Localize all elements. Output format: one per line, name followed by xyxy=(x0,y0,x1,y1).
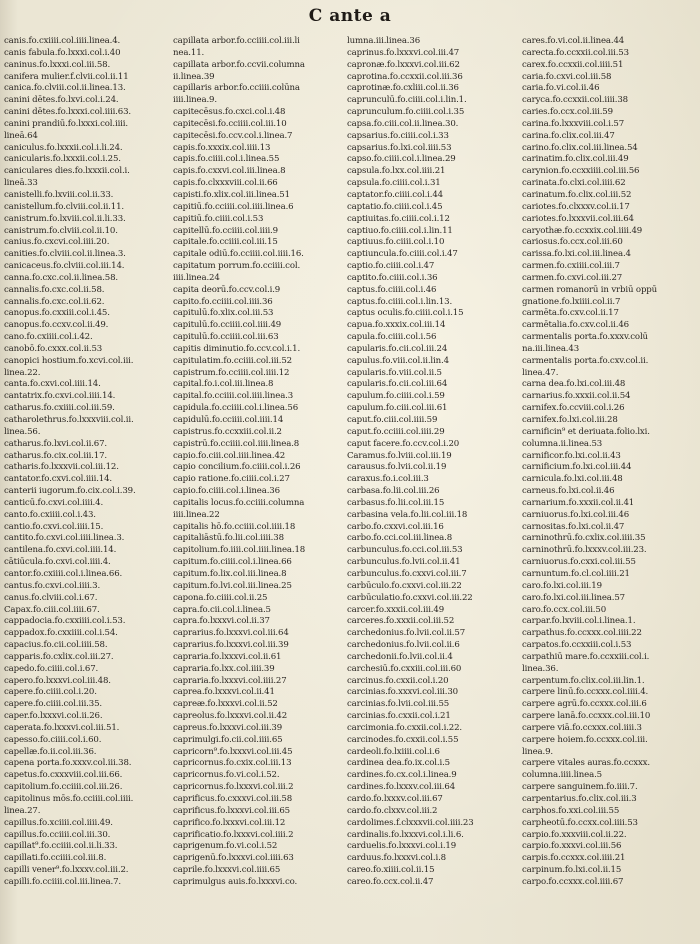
index-entry: capricorn⁹.fo.lxxxvi.col.iii.45 xyxy=(173,746,293,757)
index-entry: capitatum porrum.fo.cciiii.col. xyxy=(173,261,301,272)
index-entry: cardines.fo.cx.col.i.linea.9 xyxy=(347,770,457,781)
index-entry: capulum.fo.ciiii.col.i.59 xyxy=(347,391,445,402)
index-entry: canus.fo.clviii.col.i.67. xyxy=(4,592,98,603)
index-entry: caput facere.fo.ccv.col.i.20 xyxy=(347,438,460,449)
index-entry: catharus.fo.cxiiii.col.iii.59. xyxy=(4,403,115,414)
index-entry: cardo.fo.lxxxv.col.iii.67 xyxy=(347,794,443,804)
index-entry: capularis.fo.cii.col.iii.24 xyxy=(347,343,448,354)
index-entry: lineā.33 xyxy=(4,178,38,189)
index-entry: capital.fo.cciiii.col.iiii.linea.3 xyxy=(173,391,294,402)
index-entry: capularis.fo.cii.col.iii.64 xyxy=(347,379,448,390)
index-entry: capsa.fo.ciii.col.ii.linea.30. xyxy=(347,118,459,129)
index-entry: carphos.fo.xxi.col.iii.55 xyxy=(522,805,620,816)
index-entry: cantator.fo.cxvi.col.iiii.14. xyxy=(4,474,113,485)
index-entry: capitale odiū.fo.cciiii.col.iiii.16. xyxy=(173,249,304,260)
index-entry: caro.fo.ccx.col.iii.50 xyxy=(522,604,607,615)
index-entry: canis fabula.fo.lxxxi.col.i.40 xyxy=(4,47,121,58)
index-entry: linea.9. xyxy=(522,746,553,757)
index-entry: capilli vener⁹.fo.lxxxv.col.iii.2. xyxy=(4,865,129,876)
index-entry: capona.fo.ciiii.col.ii.25 xyxy=(173,592,268,603)
index-columns xyxy=(4,36,698,936)
index-entry: ii.linea.39 xyxy=(173,71,215,82)
index-entry: capua.fo.xxxix.col.iii.14 xyxy=(347,320,446,331)
index-entry: carpere sanguinem.fo.iiii.7. xyxy=(522,782,638,793)
index-entry: carausus.fo.lvii.col.ii.19 xyxy=(347,462,447,473)
index-entry: capio concilium.fo.ciiii.col.i.26 xyxy=(173,462,301,473)
index-entry: carninothrū.fo.cxlix.col.iiii.35 xyxy=(522,533,646,544)
index-entry: carcer.fo.xxxii.col.iii.49 xyxy=(347,604,445,615)
index-entry: carbasus.fo.lii.col.iii.15 xyxy=(347,497,445,508)
index-entry: canna.fo.cxc.col.ii.linea.58. xyxy=(4,272,118,283)
index-entry: carbasina vela.fo.lii.col.iii.18 xyxy=(347,509,468,520)
index-entry: caro.fo.lxi.col.iii.19 xyxy=(522,580,602,591)
index-entry: caprificus.fo.cxxxvi.col.iii.58 xyxy=(173,794,293,804)
index-entry: capricornus.fo.vi.col.i.52. xyxy=(173,770,280,781)
index-entry: caprea.fo.lxxxvi.col.ii.41 xyxy=(173,687,275,698)
index-entry: carpere hoiem.fo.ccxxx.col.iii. xyxy=(522,734,648,745)
index-entry: carpere linū.fo.ccxxx.col.iiii.4. xyxy=(522,687,649,698)
index-entry: capronæ.fo.lxxxvi.col.iii.62 xyxy=(347,59,460,70)
index-entry: nea.11. xyxy=(173,47,205,58)
index-entry: captio.fo.ciiii.col.i.47 xyxy=(347,261,435,272)
index-entry: capreæ.fo.lxxxvi.col.ii.52 xyxy=(173,699,278,710)
index-entry: capillati.fo.cciiii.col.iii.8. xyxy=(4,853,107,864)
index-entry: carcimonia.fo.cxxii.col.i.22. xyxy=(347,722,463,733)
index-entry: carinatum.fo.clix.col.iii.52 xyxy=(522,189,632,200)
index-entry: carcinodes.fo.cxxii.col.i.55 xyxy=(347,734,459,745)
index-entry: capitecēsi.fo.ccv.col.i.linea.7 xyxy=(173,130,293,141)
index-entry: caryothæ.fo.ccxxix.col.iiii.49 xyxy=(522,225,643,236)
index-entry: capitum.fo.ciiii.col.i.linea.66 xyxy=(173,557,292,568)
index-entry: caprifico.fo.lxxxvi.col.iii.12 xyxy=(173,817,286,828)
index-entry: capis.fo.cxxvi.col.iii.linea.8 xyxy=(173,166,286,177)
index-entry: canica.fo.clviii.col.ii.linea.13. xyxy=(4,83,126,94)
index-entry: carpere viā.fo.ccxxx.col.iiii.3 xyxy=(522,722,642,733)
index-entry: capso.fo.ciiii.col.i.linea.29 xyxy=(347,154,456,165)
index-entry: carna dea.fo.lxi.col.iii.48 xyxy=(522,379,626,390)
index-entry: lineā.64 xyxy=(4,130,38,141)
index-entry: Capax.fo.ciii.col.iiii.67. xyxy=(4,604,100,615)
index-entry: carbo.fo.cxxvi.col.iii.16 xyxy=(347,521,444,532)
index-entry: capisti.fo.xlix.col.iii.linea.51 xyxy=(173,189,290,200)
index-entry: carbo.fo.cci.col.iii.linea.8 xyxy=(347,533,453,544)
index-entry: canopus.fo.ccxv.col.ii.49. xyxy=(4,320,109,331)
index-entry: carmentalis porta.fo.xxxv.colū xyxy=(522,332,648,343)
index-entry: carpentarius.fo.clix.col.iii.3 xyxy=(522,794,637,804)
index-entry: carpo.fo.ccxxx.col.iiii.67 xyxy=(522,876,624,887)
index-entry: caprunculum.fo.ciiii.col.i.35 xyxy=(347,107,465,118)
index-entry: gnatione.fo.lxiiii.col.ii.7 xyxy=(522,296,621,307)
index-entry: carpio.fo.xxxviii.col.ii.22. xyxy=(522,829,627,840)
index-entry: captator.fo.ciiii.col.i.44 xyxy=(347,189,443,200)
index-entry: linea.36. xyxy=(522,663,559,674)
index-entry: iiii.linea.22 xyxy=(173,509,220,520)
index-entry: carceres.fo.xxxii.col.iii.52 xyxy=(347,616,455,627)
index-entry: carbunculus.fo.lvii.col.ii.41 xyxy=(347,557,461,568)
index-entry: carcinias.fo.cxxii.col.i.21 xyxy=(347,711,451,722)
index-entry: caries.fo.ccx.col.iii.59 xyxy=(522,107,613,118)
index-entry: caprarius.fo.lxxxvi.col.iii.64 xyxy=(173,628,289,639)
index-entry: canini prandiū.fo.lxxxi.col.iiii. xyxy=(4,118,128,129)
index-entry: capacius.fo.cii.col.iiii.58. xyxy=(4,640,108,651)
index-entry: capellæ.fo.ii.col.iii.36. xyxy=(4,746,97,757)
index-entry: caput.fo.cciiii.col.iiii.29 xyxy=(347,426,445,437)
index-entry: captus oculis.fo.ciiii.col.i.15 xyxy=(347,308,464,319)
index-entry: carbunculus.fo.cxxvi.col.iii.7 xyxy=(347,568,467,579)
index-entry: carmen.fo.cxiiii.col.iii.7 xyxy=(522,261,620,272)
index-entry: capis.fo.xxxix.col.iiii.13 xyxy=(173,142,271,153)
index-entry: capitecēsi.fo.cciiii.col.iii.10 xyxy=(173,118,287,129)
index-entry: captus.fo.ciiii.col.i.46 xyxy=(347,284,437,295)
index-entry: cardines.fo.lxxxv.col.iii.64 xyxy=(347,782,456,793)
index-entry: carpheotū.fo.ccxx.col.iiii.53 xyxy=(522,817,638,828)
index-entry: carpis.fo.ccxxx.col.iiii.21 xyxy=(522,853,626,864)
index-entry: capena porta.fo.xxxv.col.iii.38. xyxy=(4,758,132,769)
index-entry: carex.fo.ccxxii.col.iiii.51 xyxy=(522,59,624,70)
index-entry: canini dētes.fo.lxvi.col.i.24. xyxy=(4,95,119,106)
index-entry: carpar.fo.lxviii.col.i.linea.1. xyxy=(522,616,636,627)
index-entry: cares.fo.vi.col.ii.linea.44 xyxy=(522,36,625,46)
index-entry: catharus.fo.lxvi.col.ii.67. xyxy=(4,438,108,449)
index-entry: capricornus.fo.lxxxvi.col.iii.2 xyxy=(173,782,294,793)
index-entry: capraria.fo.lxxxvi.col.iiii.27 xyxy=(173,675,287,686)
index-entry: carchedonius.fo.lvii.col.ii.57 xyxy=(347,628,466,639)
index-entry: carmentalis porta.fo.cxv.col.ii. xyxy=(522,355,649,366)
index-entry: carmētalia.fo.cxv.col.ii.46 xyxy=(522,320,629,331)
index-entry: caprificus.fo.lxxxvi.col.iii.65 xyxy=(173,805,291,816)
index-entry: capreus.fo.lxxxvi.col.iii.39 xyxy=(173,722,283,733)
index-entry: capitiū.fo.cciiii.col.iiii.linea.6 xyxy=(173,201,294,212)
index-entry: carina.fo.lxxxviii.col.i.57 xyxy=(522,118,625,129)
index-entry: caprinus.fo.lxxxvi.col.iii.47 xyxy=(347,47,460,58)
index-entry: capsarius.fo.lxi.col.iiii.53 xyxy=(347,142,452,153)
index-entry: carino.fo.clix.col.iii.linea.54 xyxy=(522,142,638,153)
index-entry: carnifex.fo.lxi.col.iii.28 xyxy=(522,415,618,425)
index-entry: capere.fo.ciiii.col.iii.35. xyxy=(4,699,102,710)
index-entry: capraria.fo.lxx.col.iiii.39 xyxy=(173,663,275,674)
index-entry: cantor.fo.cxiiii.col.i.linea.66. xyxy=(4,568,123,579)
index-entry: captiuitas.fo.ciiii.col.i.12 xyxy=(347,213,450,224)
index-entry: carmēta.fo.cxv.col.ii.17 xyxy=(522,308,619,319)
index-entry: carbasa.fo.lii.col.iii.26 xyxy=(347,486,440,497)
index-entry: catharis.fo.lxxxvii.col.iii.12. xyxy=(4,462,119,473)
index-column-3 xyxy=(347,36,520,936)
index-entry: caniculares dies.fo.lxxxii.col.i. xyxy=(4,166,130,177)
index-entry: columna.ii.linea.53 xyxy=(522,438,603,449)
index-entry: capitum.fo.lvi.col.iii.linea.25 xyxy=(173,580,292,591)
index-entry: canicularis.fo.lxxxii.col.i.25. xyxy=(4,154,121,165)
index-entry: cano.fo.cxiiii.col.i.42. xyxy=(4,332,93,343)
index-entry: capillata arbor.fo.cciiii.col.iii.li xyxy=(173,36,300,46)
index-entry: carbunculus.fo.cci.col.iii.53 xyxy=(347,545,463,556)
index-entry: capere.fo.ciiii.col.i.20. xyxy=(4,687,97,698)
index-entry: cardo.fo.clxxv.col.iii.2 xyxy=(347,805,438,816)
index-entry: cantilena.fo.cxvi.col.iiii.14. xyxy=(4,545,117,556)
index-entry: canicaceus.fo.clviii.col.iii.14. xyxy=(4,261,125,272)
index-entry: captiuo.fo.ciiii.col.i.lin.11 xyxy=(347,225,453,236)
index-entry: capitalis locus.fo.cciiii.columna xyxy=(173,497,305,508)
index-entry: captus.fo.ciiii.col.i.lin.13. xyxy=(347,296,453,307)
index-entry: capillus.fo.xciiii.col.iiii.49. xyxy=(4,817,113,828)
index-entry: caprimulgi.fo.cii.col.iiii.65 xyxy=(173,734,283,745)
index-entry: cannalis.fo.cxc.col.ii.58. xyxy=(4,284,105,295)
index-entry: capitum.fo.lix.col.iii.linea.8 xyxy=(173,568,287,579)
index-entry: carcinus.fo.cxxii.col.i.20 xyxy=(347,675,449,686)
index-entry: capero.fo.lxxxvi.col.iii.48. xyxy=(4,675,111,686)
index-entry: caraxus.fo.i.col.iii.3 xyxy=(347,474,429,485)
index-entry: carpathus.fo.ccxxx.col.iiii.22 xyxy=(522,628,642,639)
index-entry: captito.fo.ciiii.col.i.36 xyxy=(347,272,438,283)
index-entry: capedo.fo.ciiii.col.i.67. xyxy=(4,663,99,674)
index-entry: cantio.fo.cxvi.col.iiii.15. xyxy=(4,521,104,532)
index-entry: capio.fo.ciii.col.iiii.linea.42 xyxy=(173,450,286,461)
index-entry: caryca.fo.ccxxii.col.iiii.38 xyxy=(522,95,628,106)
index-entry: capitolium.fo.iiii.col.iiii.linea.18 xyxy=(173,545,306,556)
index-entry: capitulū.fo.xlix.col.iii.53 xyxy=(173,308,274,319)
index-entry: carpatos.fo.ccxxiii.col.i.53 xyxy=(522,640,632,651)
index-entry: canobō.fo.cxxx.col.ii.53 xyxy=(4,343,103,354)
index-entry: canto.fo.cxiiii.col.i.43. xyxy=(4,509,96,520)
index-entry: caprigenū.fo.lxxxvi.col.iiii.63 xyxy=(173,853,294,864)
index-entry: carpathiū mare.fo.ccxxiii.col.i. xyxy=(522,651,650,662)
index-entry: capetus.fo.cxxxviii.col.iii.66. xyxy=(4,770,123,781)
index-entry: canis.fo.cxiiii.col.iiii.linea.4. xyxy=(4,36,121,46)
index-entry: carecta.fo.ccxxii.col.iii.53 xyxy=(522,47,629,58)
index-entry: capillata arbor.fo.ccvii.columna xyxy=(173,59,305,70)
index-entry: caro.fo.lxi.col.iii.linea.57 xyxy=(522,592,625,603)
index-entry: caper.fo.lxxxvi.col.ii.26. xyxy=(4,711,103,722)
index-entry: cardinea dea.fo.ix.col.i.5 xyxy=(347,758,450,769)
index-entry: catharus.fo.cix.col.iii.17. xyxy=(4,450,107,461)
index-entry: caperata.fo.lxxxvi.col.iii.51. xyxy=(4,722,120,733)
index-entry: capito.fo.cciiii.col.iiii.36 xyxy=(173,296,273,307)
index-entry: capitale.fo.cciiii.col.iii.15 xyxy=(173,237,278,248)
index-entry: carnicula.fo.lxi.col.iii.48 xyxy=(522,474,623,485)
index-entry: canities.fo.clviii.col.ii.linea.3. xyxy=(4,249,126,260)
index-entry: caput.fo.ciii.col.iiii.59 xyxy=(347,415,438,425)
index-entry: carbūculatio.fo.cxxvi.col.iii.22 xyxy=(347,592,473,603)
index-entry: caprotina.fo.ccxxii.col.iii.36 xyxy=(347,71,463,82)
index-entry: caria.fo.vi.col.ii.46 xyxy=(522,83,600,94)
index-entry: carnositas.fo.lxi.col.ii.47 xyxy=(522,521,625,532)
index-entry: capio ratione.fo.ciiii.col.i.27 xyxy=(173,474,290,485)
index-entry: canistellum.fo.clviii.col.ii.11. xyxy=(4,201,124,212)
index-entry: caria.fo.cxvi.col.iii.58 xyxy=(522,71,612,82)
index-entry: caniculus.fo.lxxxii.col.i.li.24. xyxy=(4,142,123,153)
index-entry: captatio.fo.ciiii.col.i.45 xyxy=(347,201,443,212)
index-entry: capis.fo.ciiii.col.i.linea.55 xyxy=(173,154,280,165)
index-entry: canius.fo.cxcvi.col.iiii.20. xyxy=(4,237,110,248)
index-entry: linea.22. xyxy=(4,367,41,378)
index-entry: carnificin⁹ et deriuata.folio.lxi. xyxy=(522,426,650,437)
index-entry: linea.27. xyxy=(4,805,41,816)
index-entry: columna.iiii.linea.5 xyxy=(522,770,602,781)
index-entry: capra.fo.cii.col.i.linea.5 xyxy=(173,604,271,615)
index-entry: Caramus.fo.lviii.col.iii.19 xyxy=(347,450,452,461)
index-entry: carcinias.fo.xxxvi.col.iii.30 xyxy=(347,687,458,698)
index-entry: capsarius.fo.ciiii.col.i.33 xyxy=(347,130,449,141)
index-entry: carniuorus.fo.cxxi.col.iii.55 xyxy=(522,557,636,568)
index-entry: capidulū.fo.cciiii.col.iiii.14 xyxy=(173,415,284,425)
index-entry: capital.fo.i.col.iii.linea.8 xyxy=(173,379,274,390)
index-entry: capulum.fo.ciii.col.iii.61 xyxy=(347,403,448,414)
index-entry: canistrum.fo.lxviii.col.ii.li.33. xyxy=(4,213,126,224)
index-entry: capsula.fo.ciiii.col.i.31 xyxy=(347,178,441,189)
index-entry: carchedonius.fo.lvii.col.ii.6 xyxy=(347,640,460,651)
index-entry: cardinalis.fo.lxxxvi.col.i.li.6. xyxy=(347,829,464,840)
index-entry: carcinias.fo.lvii.col.iii.55 xyxy=(347,699,450,710)
index-entry: caprarius.fo.lxxxvi.col.iii.39 xyxy=(173,640,289,651)
index-entry: cappadocia.fo.cxxiiii.col.i.53. xyxy=(4,616,126,627)
index-entry: canini dētes.fo.lxxxi.col.iiii.63. xyxy=(4,107,131,118)
index-entry: carpere vitales auras.fo.ccxxx. xyxy=(522,758,650,769)
index-entry: carniuorus.fo.lxi.col.iii.46 xyxy=(522,509,630,520)
index-entry: capilli.fo.cciiii.col.iii.linea.7. xyxy=(4,876,121,887)
index-entry: capulus.fo.viii.col.ii.lin.4 xyxy=(347,355,449,366)
index-entry: capitellū.fo.cciiii.col.iiii.9 xyxy=(173,225,278,236)
index-entry: carbūculo.fo.cxxvi.col.iii.22 xyxy=(347,580,462,591)
index-entry: carduus.fo.lxxxvi.col.i.8 xyxy=(347,853,446,864)
index-entry: caninus.fo.lxxxi.col.iii.58. xyxy=(4,59,111,70)
index-entry: carchesiū.fo.cxxiii.col.iii.60 xyxy=(347,663,462,674)
index-entry: cannalis.fo.cxc.col.ii.62. xyxy=(4,296,105,307)
index-entry: cardeoli.fo.lxiiii.col.i.6 xyxy=(347,746,440,757)
index-entry: canterii iugorum.fo.cix.col.i.39. xyxy=(4,486,136,497)
index-entry: capistrus.fo.ccxxiii.col.ii.2 xyxy=(173,426,282,437)
index-entry: capitolinus mōs.fo.cciiii.col.iiii. xyxy=(4,794,134,804)
index-entry: carnarium.fo.xxxii.col.ii.41 xyxy=(522,497,635,508)
index-entry: capsula.fo.lxx.col.iiii.21 xyxy=(347,166,446,177)
index-entry: caprile.fo.lxxxvi.col.iiii.65 xyxy=(173,865,281,876)
index-entry: capitulū.fo.cciiii.col.iiii.49 xyxy=(173,320,282,331)
index-entry: captiuncula.fo.ciiii.col.i.47 xyxy=(347,249,458,260)
index-entry: canopici hostium.fo.xcvi.col.iii. xyxy=(4,355,134,366)
index-entry: canopus.fo.cxxiii.col.i.45. xyxy=(4,308,110,319)
index-entry: carina.fo.clix.col.iii.47 xyxy=(522,130,615,141)
index-entry: canticū.fo.cxvi.col.iiii.4. xyxy=(4,497,104,508)
index-entry: carnifex.fo.ccviii.col.i.26 xyxy=(522,403,625,414)
index-entry: capitiū.fo.ciiii.col.i.53 xyxy=(173,213,264,224)
index-entry: capitis diminutio.fo.ccv.col.i.1. xyxy=(173,343,301,354)
index-entry: capra.fo.lxxxvi.col.ii.37 xyxy=(173,616,270,627)
index-entry: capillus.fo.cciiii.col.iii.30. xyxy=(4,829,111,840)
index-entry: caprificatio.fo.lxxxvi.col.iiii.2 xyxy=(173,829,294,840)
index-entry: carnuntum.fo.cl.col.iiii.21 xyxy=(522,568,630,579)
index-entry: capricornus.fo.cxix.col.iii.13 xyxy=(173,758,292,769)
index-entry: capio.fo.ciiii.col.i.linea.36 xyxy=(173,486,280,497)
index-entry: cariosus.fo.ccx.col.iii.60 xyxy=(522,237,623,248)
index-entry: capitulatim.fo.cciiii.col.iii.52 xyxy=(173,355,292,366)
index-entry: canta.fo.cxvi.col.iiii.14. xyxy=(4,379,101,390)
index-entry: carpere lanā.fo.ccxxx.col.iii.10 xyxy=(522,711,651,722)
index-entry: capparis.fo.cxlix.col.iii.27. xyxy=(4,651,114,662)
index-entry: capillat⁹.fo.cciiii.col.ii.li.33. xyxy=(4,841,118,852)
index-entry: cappadox.fo.cxxiiii.col.i.54. xyxy=(4,628,118,639)
index-entry: cariotes.fo.lxxxvii.col.iii.64 xyxy=(522,213,634,224)
index-entry: carnificor.fo.lxi.col.ii.43 xyxy=(522,450,621,461)
index-entry: iiii.linea.24 xyxy=(173,272,220,283)
index-entry: capreolus.fo.lxxxvi.col.ii.42 xyxy=(173,711,288,722)
index-entry: na.iii.linea.43 xyxy=(522,343,580,354)
page-header xyxy=(0,6,700,34)
index-entry: iiii.linea.9. xyxy=(173,95,217,106)
index-entry: carynion.fo.ccxxiiii.col.iii.56 xyxy=(522,166,640,177)
index-entry: canistrum.fo.clviii.col.ii.10. xyxy=(4,225,118,236)
index-column-2 xyxy=(173,36,345,936)
index-entry: capitalis hō.fo.cciiii.col.iiii.18 xyxy=(173,521,296,532)
index-entry: carmen romanorū in vrbiū oppū xyxy=(522,284,658,295)
index-entry: capita deorū.fo.ccv.col.i.9 xyxy=(173,284,281,295)
index-entry: cantus.fo.cxvi.col.iiii.3. xyxy=(4,580,101,591)
index-entry: carnarius.fo.xxxii.col.ii.54 xyxy=(522,391,631,402)
index-entry: carneus.fo.lxi.col.ii.46 xyxy=(522,486,615,497)
index-entry: cātiūcula.fo.cxvi.col.iiii.4. xyxy=(4,557,111,568)
index-entry: capitolium.fo.cciiii.col.iii.26. xyxy=(4,782,123,793)
index-entry: capillaris arbor.fo.cciiii.colūna xyxy=(173,83,300,94)
index-entry: carinata.fo.clxi.col.iiii.62 xyxy=(522,178,626,189)
index-entry: carmen.fo.cxvi.col.iii.27 xyxy=(522,272,623,283)
index-entry: linea.47. xyxy=(522,367,559,378)
index-entry: cantito.fo.cxvi.col.iiii.linea.3. xyxy=(4,533,125,544)
index-entry: caprimulgus auis.fo.lxxxvi.co. xyxy=(173,876,298,887)
index-entry: caprigenum.fo.vi.col.i.52 xyxy=(173,841,278,852)
index-entry: carchedonii.fo.lvii.col.ii.4 xyxy=(347,651,453,662)
page-title: C ante a xyxy=(308,6,392,26)
index-column-1 xyxy=(4,36,171,936)
index-entry: captiuus.fo.ciiii.col.i.10 xyxy=(347,237,445,248)
index-entry: cardolimes.f.clxxxvii.col.iiii.23 xyxy=(347,817,474,828)
index-entry: canifera mulier.f.clvii.col.ii.11 xyxy=(4,71,129,82)
index-column-4 xyxy=(522,36,698,936)
index-entry: carnificium.fo.lxi.col.iii.44 xyxy=(522,462,632,473)
index-entry: capularis.fo.viii.col.ii.5 xyxy=(347,367,442,378)
index-entry: capitulū.fo.cciiii.col.iii.63 xyxy=(173,332,279,343)
index-entry: carninothrū.fo.lxxxv.col.iii.23. xyxy=(522,545,647,556)
index-entry: lumna.iii.linea.36 xyxy=(347,36,421,46)
index-entry: carpio.fo.xxxvi.col.iii.56 xyxy=(522,841,622,852)
index-entry: careo.fo.ccx.col.ii.47 xyxy=(347,876,434,887)
index-entry: capis.fo.clxxxviii.col.ii.66 xyxy=(173,178,278,189)
index-entry: capula.fo.ciiii.col.i.56 xyxy=(347,332,437,343)
index-entry: canistelli.fo.lxviii.col.ii.33. xyxy=(4,189,114,200)
index-entry: carinatim.fo.clix.col.iii.49 xyxy=(522,154,629,165)
index-entry: capistrum.fo.cciiii.col.iiii.12 xyxy=(173,367,290,378)
index-entry: capraria.fo.lxxxvi.col.ii.61 xyxy=(173,651,282,662)
index-entry: cantatrix.fo.cxvi.col.iiii.14. xyxy=(4,391,116,402)
index-entry: carduelis.fo.lxxxvi.col.i.19 xyxy=(347,841,457,852)
index-entry: carpinum.fo.lxi.col.ii.15 xyxy=(522,865,622,876)
index-entry: cariotes.fo.clxxxv.col.ii.17 xyxy=(522,201,630,212)
index-entry: carpere agrū.fo.ccxxx.col.iii.6 xyxy=(522,699,647,710)
index-entry: capitecēsus.fo.cxci.col.i.48 xyxy=(173,107,286,118)
index-entry: carissa.fo.lxi.col.iii.linea.4 xyxy=(522,249,631,260)
index-entry: capistrū.fo.cciiii.col.iiii.linea.8 xyxy=(173,438,300,449)
index-entry: capitaliāstū.fo.lii.col.iiii.38 xyxy=(173,533,284,544)
index-entry: carpentum.fo.clix.col.iii.lin.1. xyxy=(522,675,645,686)
index-entry: caprunculū.fo.ciiii.col.i.lin.1. xyxy=(347,95,467,106)
index-entry: catharolethrus.fo.lxxxviii.col.ii. xyxy=(4,415,134,425)
index-entry: capidula.fo.cciiii.col.i.linea.56 xyxy=(173,403,299,414)
index-entry: careo.fo.xiiii.col.ii.15 xyxy=(347,865,435,876)
index-entry: caprotinæ.fo.cxliii.col.ii.36 xyxy=(347,83,459,94)
index-entry: capesso.fo.ciiii.col.i.60. xyxy=(4,734,102,745)
index-entry: linea.56. xyxy=(4,426,41,437)
